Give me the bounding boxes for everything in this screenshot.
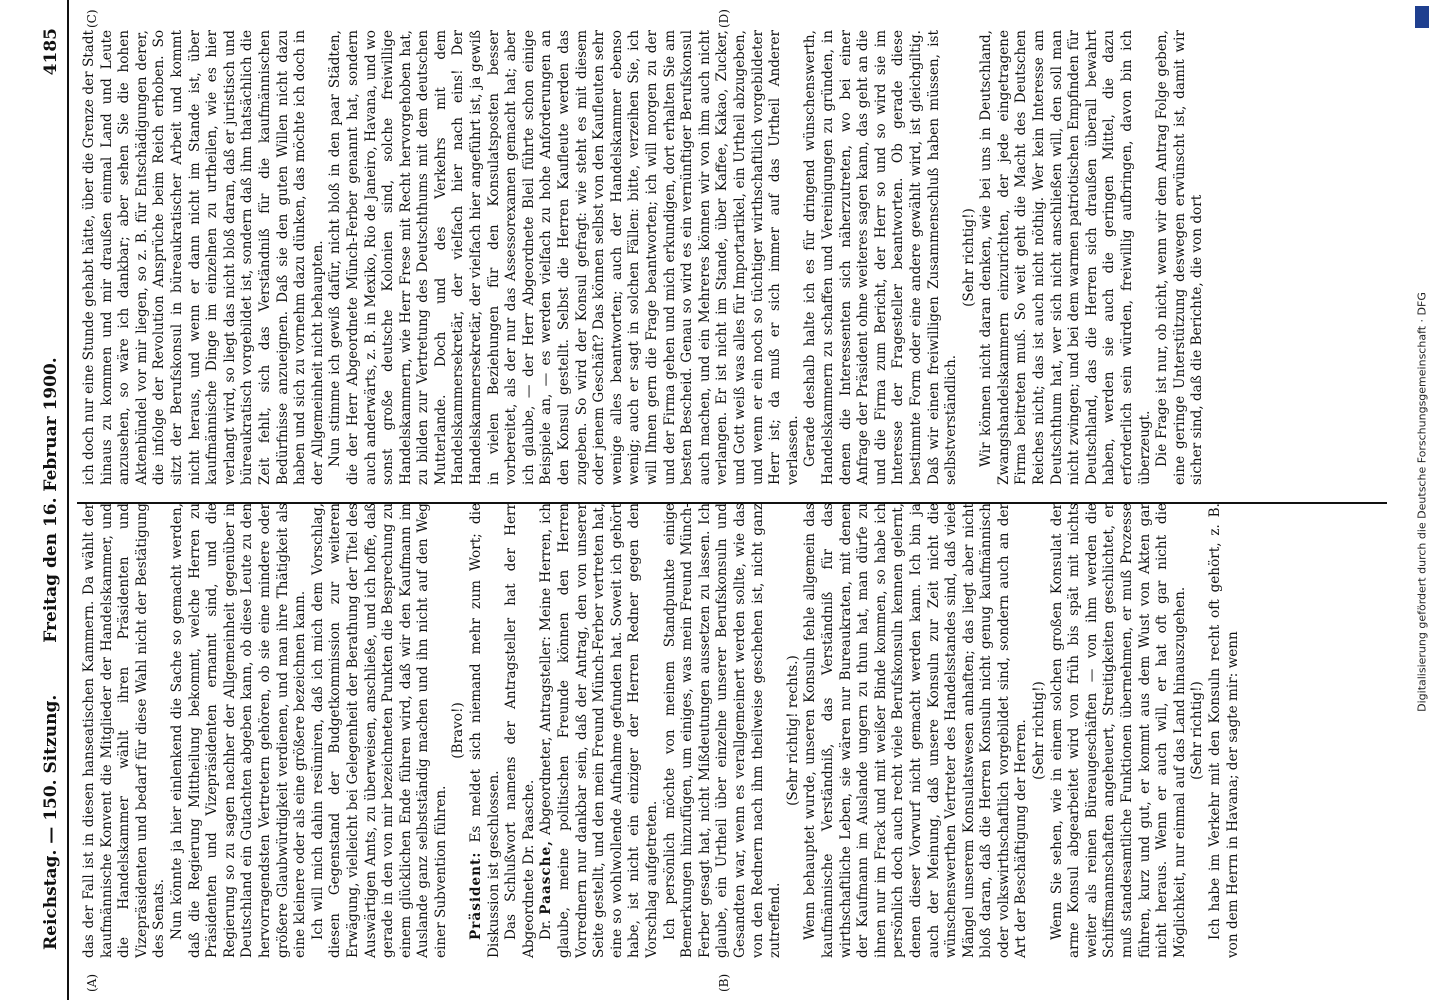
interjection: (Sehr richtig! rechts.) bbox=[784, 655, 801, 806]
paragraph: das der Fall ist in diesen hanseatischen Kammern. Da wählt der kaufmännische Konvent die Mitglieder der Handelskammer, und die Handelskammer wählt ihren Präsidenten und Vizepräsidenten und bedarf für diese Wahl nicht der Bestätigung des Senats. bbox=[81, 503, 168, 958]
margin-marker-a: (A) bbox=[85, 973, 99, 992]
interjection: (Sehr richtig!) bbox=[1031, 681, 1048, 780]
margin-marker-b: (B) bbox=[717, 973, 731, 992]
paragraph: Wenn behauptet wurde, unseren Konsuln fehle allgemein das kaufmännische Verständniß, das Verständniß für das wirthschaftliche Leben, sie wären nur Bureaukraten, mit denen der Kaufmann im Auslande ungern zu thun hat, man dürfe zu ihnen nur im Frack und mit weißer Binde kommen, so habe ich persönlich doch auch recht viele Berufskonsuln kennen gelernt, denen dieser Vorwurf nicht gemacht werden kann. Ich bin ja auch der Meinung, daß unsere Konsuln zur Zeit nicht die wünschenswerthen Vertreter des Handelsstandes sind, daß viele Mängel unserem Konsulatswesen anhaften; das liegt aber nicht bloß daran, daß die Herren Konsuln nicht genug kaufmännisch oder volkswirthschaftlich vorgebildet sind, sondern auch an der Art der Beschäftigung der Herren. bbox=[802, 503, 1030, 958]
interjection: (Sehr richtig!) bbox=[1189, 681, 1206, 780]
dfg-note-text: Digitalisierung gefördert durch die Deutsche Forschungsgemeinschaft · DFG bbox=[1415, 292, 1429, 712]
president-paragraph bbox=[468, 503, 503, 958]
page-header bbox=[27, 0, 69, 1000]
paasche-paragraph bbox=[538, 503, 661, 958]
paragraph: Die Frage ist nur, ob nicht, wenn wir dem Antrag Folge geben, eine geringe Unterstützung deswegen erwünscht ist, damit wir sicher sind, daß die Berichte, die von dort bbox=[1154, 30, 1206, 485]
dfg-side-note bbox=[1412, 6, 1432, 998]
paragraph: Wenn Sie sehen, wie in einem solchen großen Konsulat der arme Konsul abgearbeitet wird von früh bis spät mit nichts weiter als reinen Büreaugeschäften — von ihm werden die Schiffsmannschaften angeheuert, Streitigkeiten geschlichtet, er muß standesamtliche Funktionen übernehmen, er muß Prozesse führen, kurz und gut, er kommt aus dem Wust von Akten gar nicht heraus. Wenn er auch will, er hat oft gar nicht die Möglichkeit, nur einmal auf das Land hinauszugehen. bbox=[1048, 503, 1188, 958]
rotated-page bbox=[27, 0, 1407, 1000]
president-text: Es meldet sich niemand mehr zum Wort; die Diskussion ist geschlossen. bbox=[468, 503, 502, 958]
header-left: Reichstag. — 150. Sitzung. bbox=[41, 694, 61, 950]
paragraph: ich doch nur eine Stunde gehabt hätte, über die Grenze der Stadt hinaus zu kommen und mir draußen einmal Land und Leute anzusehen, so wäre ich dankbar; aber sehen Sie die hohen Aktenbündel vor mir liegen, so z. B. für Entschädigungen derer, die infolge der Revolution Ansprüche beim Reich erhoben. So sitzt der Berufskonsul in büreaukratischer Arbeit und kommt nicht heraus, und wenn er dann nicht im Stande ist, über kaufmännische Dinge im einzelnen zu urtheilen, wie es hier verlangt wird, so liegt das nicht bloß daran, daß er juristisch und büreaukratisch vorgebildet ist, sondern daß ihm thatsächlich die Zeit fehlt, sich das Verständniß für die kaufmännischen Bedürfnisse anzueignen. Daß sie den guten Willen nicht dazu haben und sich zu vornehm dazu dünken, das möchte ich doch in der Allgemeinheit nicht behaupten. bbox=[81, 30, 326, 485]
paragraph: Ich habe im Verkehr mit den Konsuln recht oft gehört, z. B. von dem Herrn in Havana; der sagte mir: wenn bbox=[1207, 503, 1241, 958]
paragraph: Das Schlußwort namens der Antragsteller hat der Herr Abgeordnete Dr. Paasche. bbox=[503, 503, 537, 958]
right-column bbox=[81, 30, 1207, 485]
margin-marker-c: (C) bbox=[85, 9, 99, 28]
paragraph: Nun stimme ich gewiß dafür, nicht bloß in den paar Städten, die der Herr Abgeordnete Münch-Ferber genannt hat, sondern auch anderwärts, z. B. in Mexiko, Rio de Janeiro, Havana, und wo sonst große deutsche Kolonien sind, solche freiwillige Handelskammern, wie Herr Frese mit Recht hervorgehoben hat, zu bilden zur Vertretung des Deutschthums mit dem deutschen Mutterlande. Doch und des Verkehrs mit dem Handelskammersekretär, der vielfach hier nach eins! Der Handelskammersekretär, der vielfach hier angeführt ist, ja gewiß in vielen Beziehungen für den Konsulatsposten besser vorbereitet, als der nur das Assessorexamen gemacht hat; aber ich glaube, — der Herr Abgeordnete Bleil führte schon einige Beispiele an, — es werden vielfach zu hohe Anforderungen an den Konsul gestellt. Selbst die Herren Kaufleute werden das zugeben. So wird der Konsul gefragt: wie steht es mit diesem oder jenem Geschäft? Das können selbst von den Kaufleuten sehr wenige alles beantworten; auch der Handelskammer ebenso wenig; auch er sagt in solchen Fällen: bitte, verzeihen Sie, ich will Ihnen gern die Frage beantworten; ich will morgen zu der und der Firma gehen und mich erkundigen, dort erhalten Sie am besten Bescheid. Genau so wird es ein vernünftiger Berufskonsul auch machen, und ein Mehreres können wir von ihm auch nicht verlangen. Er ist nicht im Stande, über Kaffee, Kakao, Zucker, und Gott weiß was alles für Importartikel, ein Urtheil abzugeben, und wenn er ein noch so tüchtiger wirthschaftlich vorgebildeter Herr ist; da muß er sich immer auf das Urtheil Anderer verlassen. bbox=[327, 30, 801, 485]
page-number: 4185 bbox=[41, 28, 61, 76]
interjection: (Bravo!) bbox=[450, 702, 467, 759]
margin-marker-d: (D) bbox=[717, 9, 731, 28]
speaker-title: Dr. bbox=[538, 914, 555, 940]
paragraph: Nun könnte ja hier einlenkend die Sache so gemacht werden, daß die Regierung Mittheilung bekommt, welche Herren zu Präsidenten und Vizepräsidenten ernannt sind, und die Regierung so zu sagen nachher der Allgemeinheit gegenüber in Deutschland ein Gutachten abgeben kann, ob diese Leute zu den hervorragendsten Vertretern gehören, ob sie eine mindere oder größere Glaubwürdigkeit verdienen, und man ihre Thätigkeit als eine kleinere oder als eine größere bezeichnen kann. bbox=[168, 503, 309, 958]
interjection: (Sehr richtig!) bbox=[960, 208, 977, 307]
dfg-logo-icon bbox=[1415, 6, 1429, 28]
paragraph: Ich will mich dahin resümiren, daß ich mich dem Vorschlag, diesen Gegenstand der Budgetkommission zur weiteren Erwägung, vielleicht bei Gelegenheit der Berathung der Titel des Auswärtigen Amts, zu überweisen, anschließe, und ich hoffe, daß gerade in den von mir bezeichneten Punkten die Besprechung zu einem glücklichen Ende führen wird, daß wir den Kaufmann im Auslande ganz selbstständig machen und ihn nicht auf den Weg einer Subvention führen. bbox=[309, 503, 449, 958]
speaker-president: Präsident: bbox=[468, 851, 485, 940]
left-column bbox=[81, 503, 1242, 958]
paasche-text: Abgeordneter, Antragsteller: Meine Herren, ich glaube, meine politischen Freunde können den Herren Vorrednern nur dankbar sein, daß der Antrag, den von unserer Seite gestellt, und den mein Freund Münch-Ferber vertreten hat, eine so wohlwollende Aufnahme gefunden hat. Soweit ich gehört habe, ist nicht ein einziger der Herren Redner gegen den Vorschlag aufgetreten. bbox=[538, 503, 660, 958]
paragraph: Wir können nicht daran denken, wie bei uns in Deutschland, Zwangshandelskammern einzurichten, der jede eingetragene Firma beitreten muß. So weit geht die Macht des Deutschen Reiches nicht; das ist auch nicht nöthig. Wer kein Interesse am Deutschthum hat, wer sich nicht anschließen will, den soll man nicht zwingen; und bei dem warmen patriotischen Empfinden für Deutschland, das die Herren sich draußen überall bewahrt haben, werden sie auch die geringen Mittel, die dazu erforderlich sein würden, freiwillig aufbringen, davon bin ich überzeugt. bbox=[978, 30, 1153, 485]
speaker-paasche: Paasche, bbox=[538, 840, 555, 915]
paragraph: Ich persönlich möchte von meinem Standpunkte einige Bemerkungen hinzufügen, um einiges, was mein Freund Münch-Ferber gesagt hat, nicht Mißdeutungen aussetzen zu lassen. Ich glaube, ein Urtheil über einzelne unserer Berufskonsuln und Gesandten war, wenn es verallgemeinert werden sollte, wie das von den Rednern nach ihm theilweise geschehen ist, nicht ganz zutreffend. bbox=[661, 503, 784, 958]
header-date: Freitag den 16. Februar 1900. bbox=[41, 357, 61, 643]
paragraph: Gerade deshalb halte ich es für dringend wünschenswerth, Handelskammern zu schaffen und Vereinigungen zu gründen, in denen die Interessenten sich näherzutreten, wo bei einer Anfrage der Präsident ohne weiteres sagen kann, das geht an die und die Firma zum Bericht, der Herr so und so wird sie im Interesse der Fragesteller beantworten. Ob gerade diese bestimmte Form oder eine andere gewählt wird, ist gleichgiltig. Daß wir einen freiwilligen Zusammenschluß haben müssen, ist selbstverständlich. bbox=[802, 30, 960, 485]
